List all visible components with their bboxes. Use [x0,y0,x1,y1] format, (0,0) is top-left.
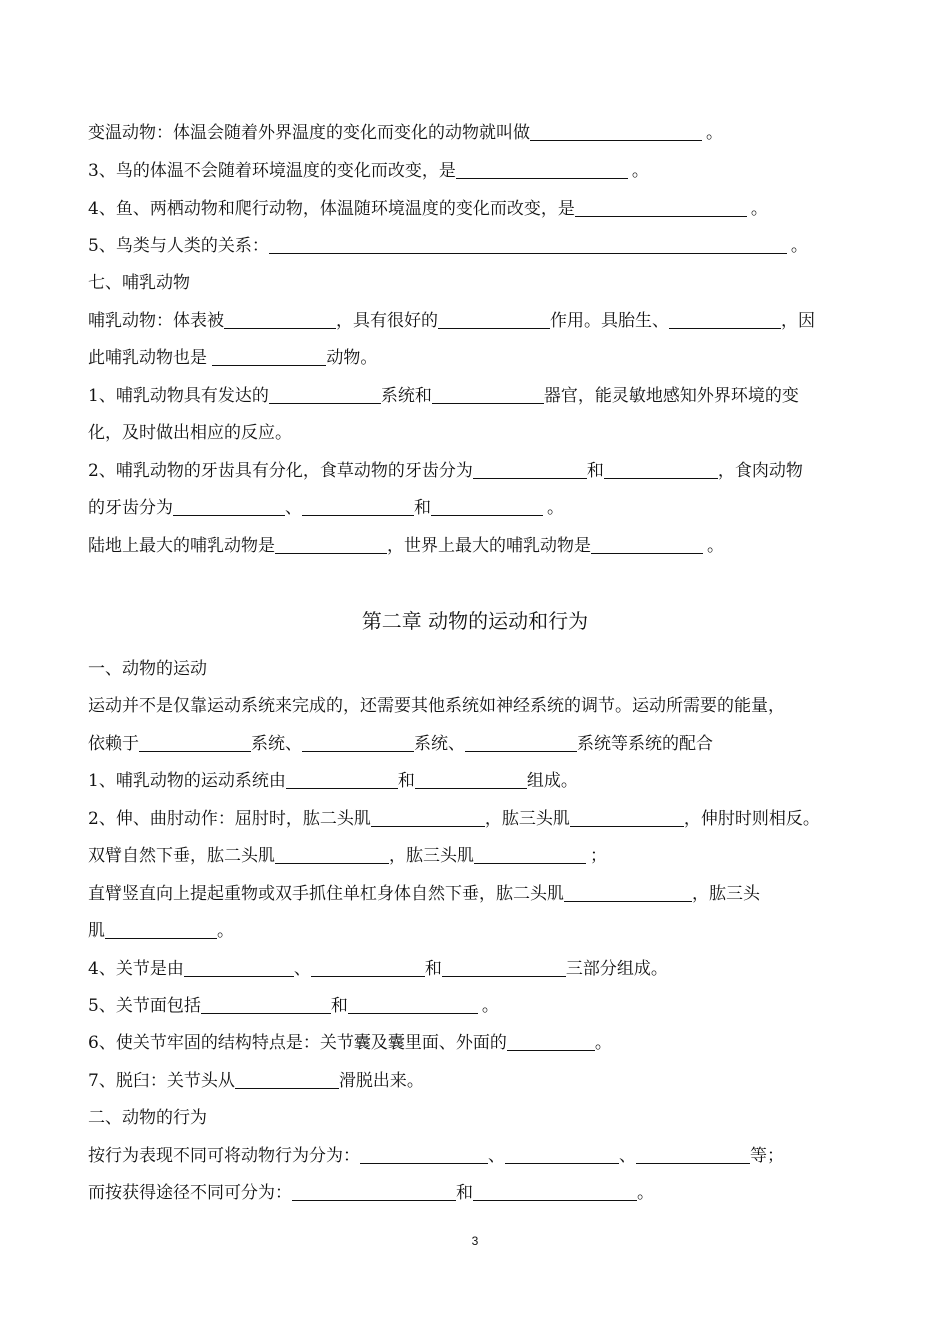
text-line: 2、伸、曲肘动作：屈肘时，肱二头肌 ，肱三头肌 ，伸肘时则相反。 [88,809,820,829]
text-line: 运动并不是仅靠运动系统来完成的，还需要其他系统如神经系统的调节。运动所需要的能量， [88,696,785,716]
blank[interactable] [473,1183,637,1201]
blank[interactable] [275,536,387,554]
text-line: 陆地上最大的哺乳动物是 ，世界上最大的哺乳动物是 。 [88,536,724,556]
text-line: 化，及时做出相应的反应。 [88,423,292,443]
chapter-title: 第二章 动物的运动和行为 [361,609,589,633]
blank[interactable] [473,461,587,479]
text-line: 此哺乳动物也是 动物。 [88,348,378,368]
blank[interactable] [669,311,781,329]
page-number: 3 [471,1234,479,1248]
text-line: 4、关节是由 、 和 三部分组成。 [88,959,668,979]
blank[interactable] [269,236,787,254]
blank[interactable] [105,921,217,939]
text-line: 2、哺乳动物的牙齿具有分化，食草动物的牙齿分为 和 ，食肉动物 [88,461,803,481]
text-line: 5、鸟类与人类的关系： 。 [88,236,808,256]
blank[interactable] [269,386,381,404]
blank[interactable] [371,809,485,827]
blank[interactable] [286,771,398,789]
blank[interactable] [505,1146,619,1164]
text-line: 1、哺乳动物的运动系统由 和 组成。 [88,771,578,791]
blank[interactable] [311,959,425,977]
text-line: 变温动物：体温会随着外界温度的变化而变化的动物就叫做 。 [88,123,723,143]
blank[interactable] [507,1033,595,1051]
blank[interactable] [431,498,543,516]
blank[interactable] [235,1071,339,1089]
blank[interactable] [570,809,684,827]
text-line: 3、鸟的体温不会随着环境温度的变化而改变，是 。 [88,161,649,181]
blank[interactable] [173,498,285,516]
blank[interactable] [139,734,251,752]
text-line: 肌 。 [88,921,234,941]
text-line: 直臂竖直向上提起重物或双手抓住单杠身体自然下垂，肱二头肌 ，肱三头 [88,884,760,904]
blank[interactable] [575,199,747,217]
blank[interactable] [302,498,414,516]
blank[interactable] [224,311,336,329]
blank[interactable] [275,846,389,864]
blank[interactable] [530,123,702,141]
text-line: 双臂自然下垂，肱二头肌 ，肱三头肌 ； [88,846,607,866]
blank[interactable] [456,161,628,179]
text-line: 5、关节面包括 和 。 [88,996,499,1016]
blank[interactable] [474,846,586,864]
blank[interactable] [201,996,331,1014]
section-heading: 一、动物的运动 [88,659,207,679]
blank[interactable] [591,536,703,554]
text-line: 4、鱼、两栖动物和爬行动物，体温随环境温度的变化而改变，是 。 [88,199,768,219]
blank[interactable] [212,348,326,366]
text-line: 依赖于 系统、 系统、 系统等系统的配合 [88,734,713,754]
blank[interactable] [442,959,566,977]
blank[interactable] [604,461,718,479]
blank[interactable] [348,996,478,1014]
blank[interactable] [438,311,550,329]
text-line: 哺乳动物：体表被 ，具有很好的 作用。具胎生、 ，因 [88,311,815,331]
blank[interactable] [292,1183,456,1201]
blank[interactable] [184,959,294,977]
blank[interactable] [564,884,692,902]
blank[interactable] [415,771,527,789]
text-line: 7、脱臼：关节头从 滑脱出来。 [88,1071,424,1091]
text-line: 按行为表现不同可将动物行为分为： 、 、 等； [88,1146,784,1166]
blank[interactable] [360,1146,488,1164]
text-line: 而按获得途径不同可分为： 和 。 [88,1183,654,1203]
blank[interactable] [302,734,414,752]
text-line: 1、哺乳动物具有发达的 系统和 器官，能灵敏地感知外界环境的变 [88,386,799,406]
text-line: 6、使关节牢固的结构特点是：关节囊及囊里面、外面的 。 [88,1033,612,1053]
blank[interactable] [432,386,544,404]
section-heading: 二、动物的行为 [88,1108,207,1128]
blank[interactable] [636,1146,750,1164]
blank[interactable] [465,734,577,752]
section-heading: 七、哺乳动物 [88,273,190,293]
text-line: 的牙齿分为 、 和 。 [88,498,564,518]
